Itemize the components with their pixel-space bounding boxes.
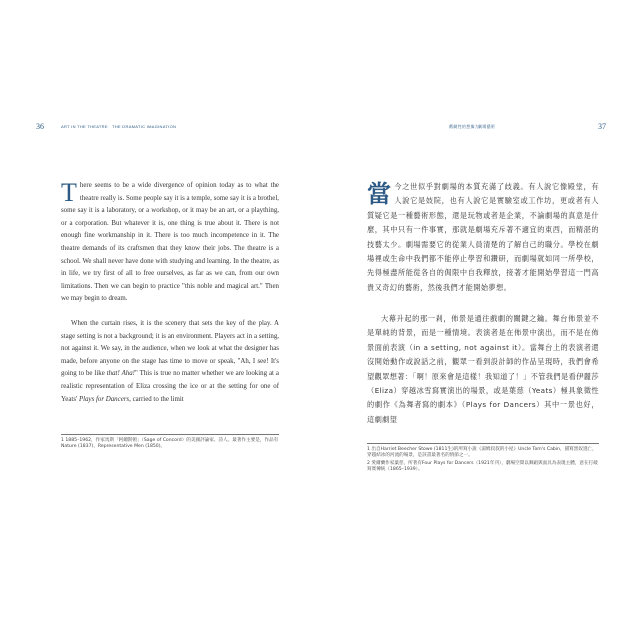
- paragraph-2-text-b: " This is true no matter whether we are looking at a realistic representation of Eliza crossing the ice or at the setting for one of Yeats': [61, 370, 279, 403]
- paragraph-2: [61, 318, 279, 406]
- paragraph-1: [61, 180, 279, 306]
- right-page: [320, 0, 640, 640]
- footnote-2: 2 愛爾蘭作家葉慈，所著有Four Plays for Dancers（1921年刊），劇場空間以舞蹈與面具為表現主體，意在打破寫實傳統（1865–1939）。: [367, 461, 598, 473]
- english-body-text: [61, 180, 279, 406]
- footnote-divider: [367, 443, 599, 444]
- paragraph-1-text: here seems to be a wide divergence of opinion today as to what the theatre really is. Some people say it is a temple, some say it is a brothel, some say it is a laboratory, or a workshop, or it may be an art, or a plaything, or a corporation. But whatever it is, one thing is true about it. There is not enough fine workmanship in it. There is too much incompetence in it. The theatre demands of its craftsmen that they know their jobs. The theatre is a school. We shall never have done with studying and learning. In the theatre, as in life, we try first of all to free ourselves, as far as we can, from our own limitations. Then we can begin to practice "this noble and magical art." Then we may begin to dream.: [61, 182, 279, 303]
- running-head-chapter-title: 戲劇性的想像力: [449, 124, 480, 129]
- paragraph-1-text: 今之世似乎對劇場的本質充滿了歧義。有人說它像殿堂，有人說它是妓院，也有人說它是實驗室或工作坊，更或者有人質疑它是一種藝術形態，還是玩物或者是企業，不論劇場的真意是什麼，其中只有一件事實，那就是劇場充斥著不適宜的東西，而精湛的技藝太少。劇場需要它的從業人員清楚的了解自己的職分。學校在劇場裡或生命中我們都不能停止學習和鑽研，而劇場就如同一所學校，先得極盡所能從各自的侷限中自我釋放，接著才能開始學習這一門高貴又奇幻的藝術，然後我們才能開始夢想。: [367, 182, 599, 292]
- chinese-paragraph-1: [367, 180, 599, 295]
- page-number: 37: [598, 122, 606, 131]
- paragraph-2-text-c: , carried to the limit: [129, 395, 184, 403]
- footnote-1: 1 出自Harriet Beecher Stowe (1811生)的所寫小說《湯姆叔叔的小屋》Uncle Tom's Cabin，描寫黑奴逃亡，穿越結冰的河流的場景，是該書最著名的情節之一。: [367, 447, 597, 459]
- italic-title: Plays for Dancers: [78, 395, 130, 403]
- italic-phrase: that! Aha!: [106, 370, 135, 378]
- footnote: 1 1885–1962，作家馬斯「阿爾斯頓」（Sage of Concord）的美國評論家、詩人。最著作主要是，作品有Nature (1837)、Representative Men (1850)。: [61, 438, 279, 450]
- paragraph-2-text-a: When the curtain rises, it is the scenery that sets the key of the play. A stage setting is not a background; it is an environment. Players act in a setting, not against it. We say, in the audience, when we look at what the designer has made, before anyone on the stage has time to move or speak, "Ah, I see! It's going to be like: [61, 319, 279, 378]
- running-head-book-title: ART IN THE THEATRE: [61, 124, 108, 129]
- footnote-divider: [61, 434, 279, 435]
- page-number: 36: [36, 122, 44, 131]
- drop-cap: 當: [367, 180, 392, 208]
- running-head-chapter-title: THE DRAMATIC IMAGINATION: [112, 124, 177, 129]
- drop-cap: T: [61, 178, 77, 207]
- running-head-book-title: 劇場藝術: [478, 124, 496, 129]
- chinese-paragraph-2: 大幕升起的那一剎，佈景是通往戲劇的關鍵之鑰。舞台佈景並不是單純的背景，而是一種情境。表演者是在佈景中演出，而不是在佈景面前表演（in a setting, not against it）。當舞台上的表演者還沒開始動作或說話之前，觀眾一看到設計師的作品呈現時，我們會希望觀眾想著：「啊！原來會是這樣！我知道了！」不管我們是看伊麗莎（Eliza）穿越冰雪寫實演出的場景，或是葉慈（Yeats）極具象徵性的劇作《為舞者寫的劇本》（Plays for Dancers）其中一景也好，這劇劇望: [367, 314, 599, 424]
